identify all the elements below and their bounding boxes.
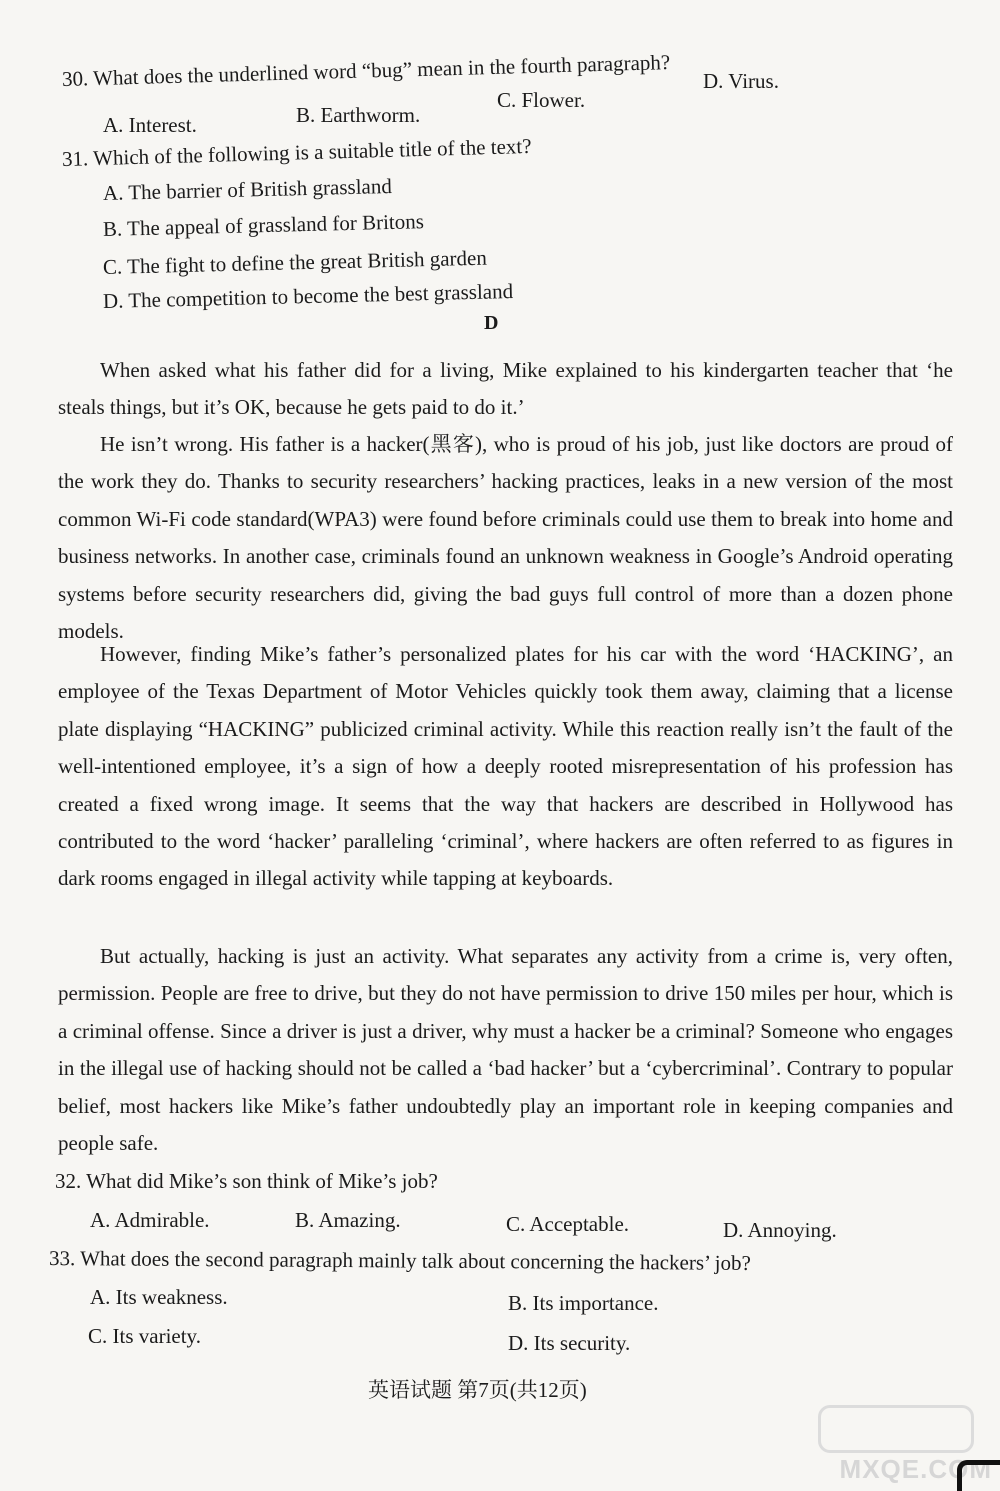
passage-paragraph-2: He isn’t wrong. His father is a hacker(黑客), who is proud of his job, just like doctors are proud of the work they do. Thanks to security researchers’ hacking practices, leaks in a new version of the most common Wi-Fi code standard(WPA3) were found before criminals could use them to break into home and business networks. In another case, criminals found an unknown weakness in Google’s Android operating systems before security researchers did, giving the bad guys full control of more than a dozen phone models. <box>58 432 953 644</box>
question-33-stem: 33. What does the second paragraph mainly talk about concerning the hackers’ job? <box>48 1246 751 1275</box>
page-footer: 英语试题 第7页(共12页) <box>368 1378 587 1402</box>
question-31-option-b: B. The appeal of grassland for Britons <box>102 209 425 241</box>
corner-mark <box>957 1460 1000 1491</box>
question-33-option-a: A. Its weakness. <box>90 1285 228 1309</box>
passage-paragraph-4: But actually, hacking is just an activity. What separates any activity from a crime is, very often, permission. People are free to drive, but they do not have permission to drive 150 miles per hour, which is a criminal offense. Since a driver is just a driver, why must a hacker be a criminal? Someone who engages in the illegal use of hacking should not be called a ‘bad hacker’ but a ‘cybercriminal’. Contrary to popular belief, most hackers like Mike’s father undoubtedly play an important role in keeping companies and people safe. <box>58 944 953 1156</box>
question-32-option-d: D. Annoying. <box>723 1218 837 1242</box>
question-33-option-d: D. Its security. <box>508 1331 631 1355</box>
question-32-option-a: A. Admirable. <box>90 1208 210 1232</box>
question-31-stem: 31. Which of the following is a suitable title of the text? <box>61 133 532 171</box>
passage-paragraph-1: When asked what his father did for a living, Mike explained to his kindergarten teacher that ‘he steals things, but it’s OK, because he gets paid to do it.’ <box>58 358 953 420</box>
watermark-text: MXQE.COM <box>839 1454 992 1484</box>
question-30-option-c: C. Flower. <box>497 88 586 112</box>
question-30-option-b: B. Earthworm. <box>296 103 421 127</box>
question-31-option-a: A. The barrier of British grassland <box>102 173 393 205</box>
question-30-stem: 30. What does the underlined word “bug” mean in the fourth paragraph? <box>61 50 671 91</box>
question-32-stem: 32. What did Mike’s son think of Mike’s job? <box>55 1169 438 1193</box>
passage-paragraph-3: However, finding Mike’s father’s personalized plates for his car with the word ‘HACKING’, an employee of the Texas Department of Motor Vehicles quickly took them away, claiming that a license plate displaying “HACKING” publicized criminal activity. While this reaction really isn’t the fault of the well-intentioned employee, it’s a sign of how a deeply rooted misrepresentation of his profession has created a fixed wrong image. It seems that the way that hackers are described in Hollywood has contributed to the word ‘hacker’ paralleling ‘criminal’, where hackers are often referred to as figures in dark rooms engaged in illegal activity while tapping at keyboards. <box>58 642 953 891</box>
question-32-option-c: C. Acceptable. <box>506 1212 630 1236</box>
section-heading: D <box>484 312 499 334</box>
question-31-option-d: D. The competition to become the best grassland <box>102 278 514 313</box>
question-33-option-b: B. Its importance. <box>508 1291 659 1315</box>
question-30-option-a: A. Interest. <box>103 113 197 137</box>
question-33-option-c: C. Its variety. <box>88 1324 201 1348</box>
question-30-option-d: D. Virus. <box>703 69 779 93</box>
question-32-option-b: B. Amazing. <box>295 1208 401 1232</box>
watermark-logo-icon <box>818 1405 974 1453</box>
question-31-option-c: C. The fight to define the great British garden <box>102 245 488 279</box>
